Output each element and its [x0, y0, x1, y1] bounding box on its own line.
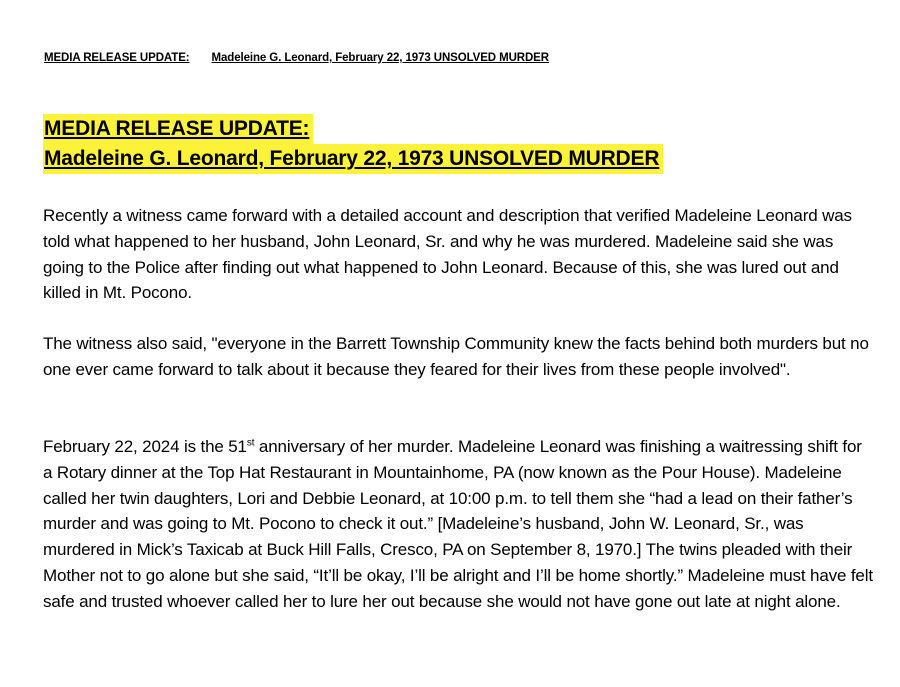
- paragraph-witness-quote: The witness also said, "everyone in the Barrett Township Community knew the facts behind both murders but no one ever came forward to talk about it because they feared for their lives from these people involved".: [43, 334, 869, 379]
- anniversary-text-start: February 22, 2024 is the 51: [43, 437, 247, 456]
- paragraph-witness-account: Recently a witness came forward with a detailed account and description that verified Madeleine Leonard was told what happened to her husband, John Leonard, Sr. and why he was murdered. Madeleine said she was going to the Police after finding out what happened to John Leonard. Because of this, she was lured out and killed in Mt. Pocono.: [43, 206, 852, 303]
- anniversary-text-rest: anniversary of her murder. Madeleine Leonard was finishing a waitressing shift for a Rotary dinner at the Top Hat Restaurant in Mountainhome, PA (now known as the Pour House). Madeleine called her twin daughters, Lori and Debbie Leonard, at 10:00 p.m. to tell them she “had a lead on their father’s murder and was going to Mt. Pocono to check it out.” [Madeleine’s husband, John W. Leonard, Sr., was murdered in Mick’s Taxicab at Buck Hill Falls, Cresco, PA on September 8, 1970.] The twins pleaded with their Mother not to go alone but she said, “It’ll be okay, I’ll be alright and I’ll be home shortly.” Madeleine must have felt safe and trusted whoever called her to lure her out because she would not have gone out late at night alone.: [43, 437, 873, 611]
- running-header: [44, 52, 549, 64]
- running-header-subject: Madeleine G. Leonard, February 22, 1973 UNSOLVED MURDER: [211, 52, 549, 64]
- paragraph-anniversary: [43, 434, 873, 615]
- document-title: [43, 114, 663, 174]
- running-header-label: MEDIA RELEASE UPDATE:: [44, 52, 190, 64]
- title-line-1: MEDIA RELEASE UPDATE:: [43, 114, 313, 144]
- title-line-2: Madeleine G. Leonard, February 22, 1973 UNSOLVED MURDER: [43, 144, 663, 174]
- ordinal-suffix: st: [246, 437, 255, 449]
